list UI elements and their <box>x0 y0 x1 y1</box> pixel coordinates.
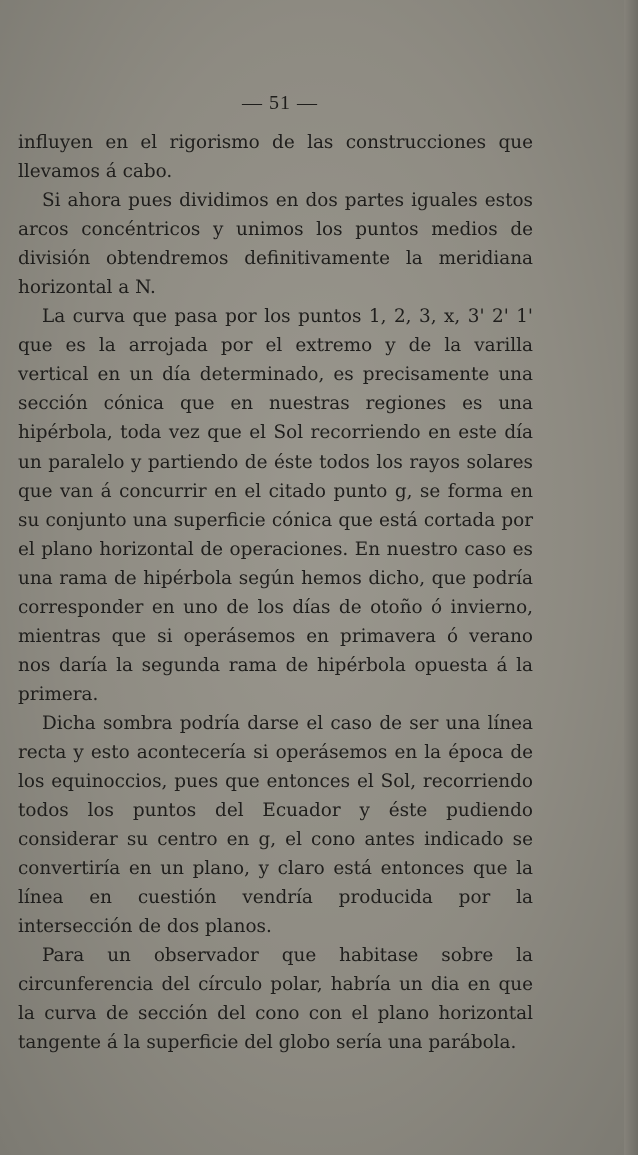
page-edge <box>624 0 638 1155</box>
paragraph-4: Dicha sombra podría darse el caso de ser una línea recta y esto acontecería si operásemos en la época de los equinoccios, pues que entonces el Sol, recorriendo todos los puntos del Ecuador y éste pudiendo considerar su centro en g, el cono antes indicado se convertiría en un plano, y claro está entonces que la línea en cuestión vendría producida por la intersección de dos planos. <box>18 712 533 938</box>
paragraph-1: influyen en el rigorismo de las construcciones que llevamos á cabo. <box>18 132 533 183</box>
body-text <box>18 128 533 1058</box>
page-number: — 51 — <box>242 92 318 114</box>
paragraph-5: Para un observador que habitase sobre la circunferencia del círculo polar, habría un dia en que la curva de sección del cono con el plano horizontal tangente á la superficie del globo sería una parábola. <box>18 945 533 1054</box>
paragraph-2: Si ahora pues dividimos en dos partes iguales estos arcos concéntricos y unimos los puntos medios de división obtendremos definitivamente la meridiana horizontal a N. <box>18 190 533 299</box>
paragraph-3: La curva que pasa por los puntos 1, 2, 3, x, 3' 2' 1' que es la arrojada por el extremo y de la varilla vertical en un día determinado, es precisamente una sección cónica que en nuestras regiones es una hipérbola, toda vez que el Sol recorriendo en este día un paralelo y partiendo de éste todos los rayos solares que van á concurrir en el citado punto g, se forma en su conjunto una superficie cónica que está cortada por el plano horizontal de operaciones. En nuestro caso es una rama de hipérbola según hemos dicho, que podría corresponder en uno de los días de otoño ó invierno, mientras que si operásemos en primavera ó verano nos daría la segunda rama de hipérbola opuesta á la primera. <box>18 306 533 705</box>
